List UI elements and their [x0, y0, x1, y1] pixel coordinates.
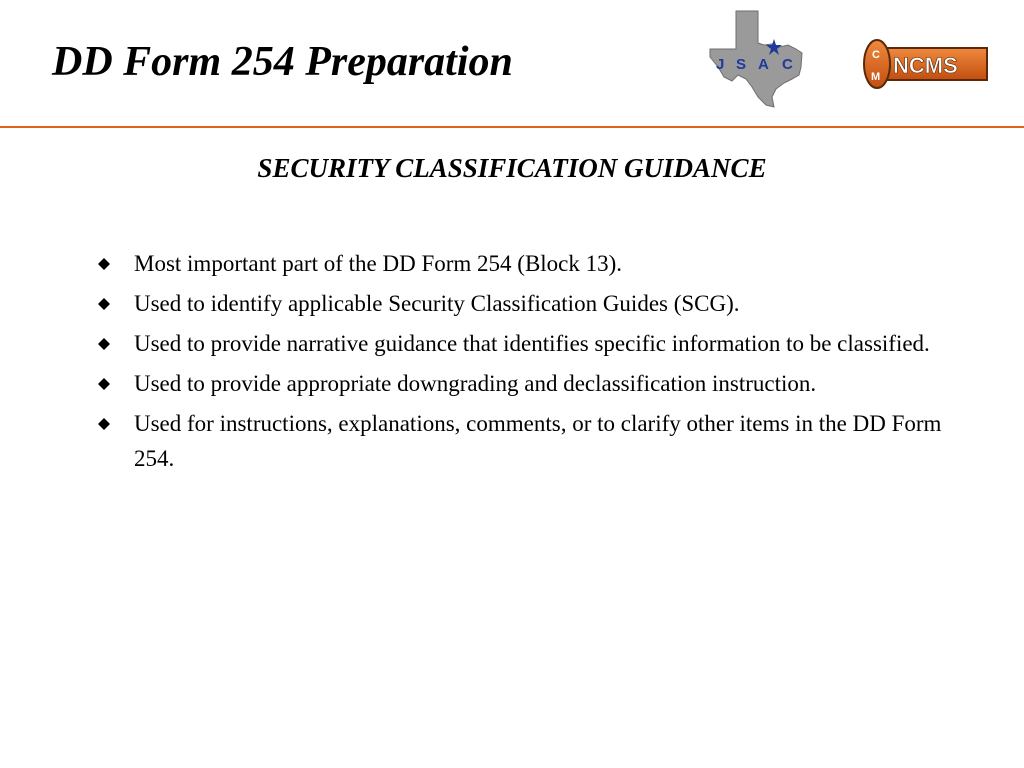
- ncms-side-letter-c: C: [872, 49, 880, 61]
- texas-map-icon: [706, 9, 806, 109]
- jsac-logo: [706, 9, 806, 109]
- diamond-icon: [96, 406, 134, 441]
- jsac-letter-c: C: [782, 56, 793, 73]
- ncms-logo: [861, 38, 991, 90]
- diamond-icon: [96, 286, 134, 321]
- bullet-list: [96, 246, 956, 481]
- jsac-letter-j: J: [716, 56, 725, 73]
- section-subtitle: SECURITY CLASSIFICATION GUIDANCE: [257, 153, 767, 183]
- list-item: [96, 246, 956, 281]
- ncms-logo-text: NCMS: [893, 53, 958, 78]
- slide-title: DD Form 254 Preparation: [52, 39, 513, 85]
- list-item: [96, 366, 956, 401]
- bullet-text: Used to provide narrative guidance that identifies specific information to be classified.: [134, 331, 930, 356]
- diamond-icon: [96, 326, 134, 361]
- jsac-letter-a: A: [758, 56, 769, 73]
- ncms-side-letter-m: M: [871, 71, 881, 83]
- list-item: [96, 326, 956, 361]
- bullet-text: Most important part of the DD Form 254 (Block 13).: [134, 251, 623, 276]
- jsac-letter-s: S: [736, 56, 747, 73]
- diamond-icon: [96, 366, 134, 401]
- list-item: [96, 406, 956, 476]
- ncms-emblem-icon: [861, 38, 991, 90]
- diamond-icon: [96, 246, 134, 281]
- bullet-text: Used to provide appropriate downgrading and declassification instruction.: [134, 371, 817, 396]
- bullet-text: Used to identify applicable Security Classification Guides (SCG).: [134, 291, 740, 316]
- bullet-text: Used for instructions, explanations, comments, or to clarify other items in the DD Form 254.: [134, 411, 942, 471]
- list-item: [96, 286, 956, 321]
- header-divider: [0, 126, 1024, 128]
